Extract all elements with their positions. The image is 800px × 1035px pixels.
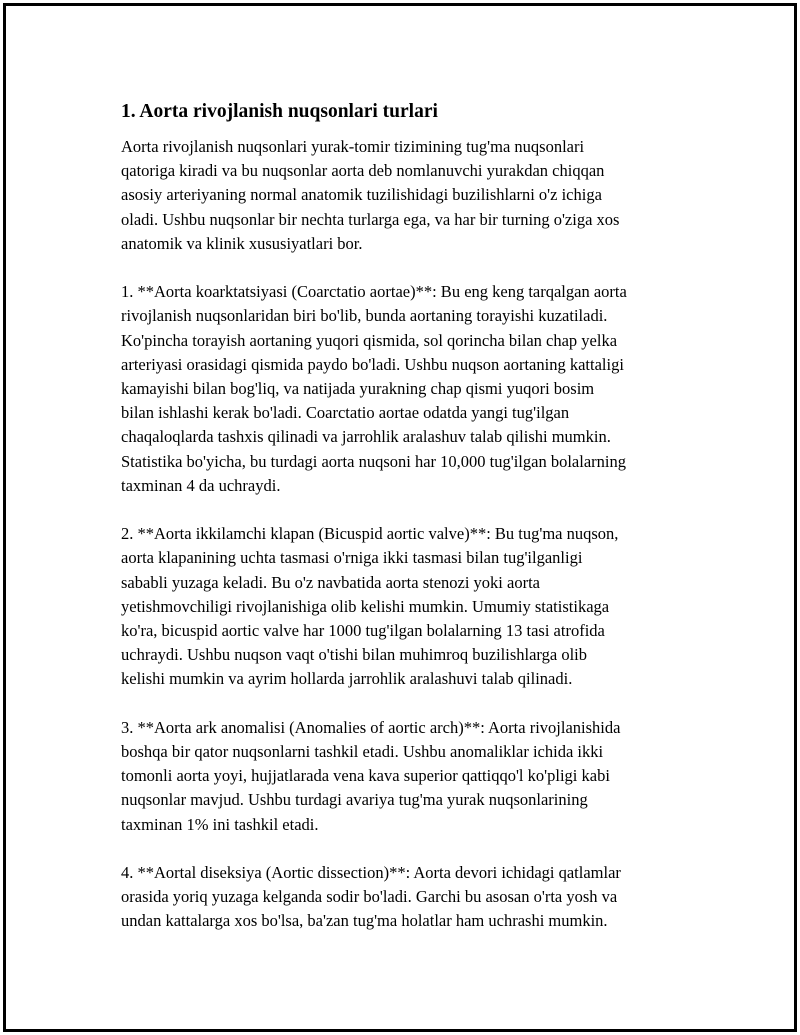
text-line: rivojlanish nuqsonlaridan biri bo'lib, bunda aortaning torayishi kuzatiladi. <box>121 306 608 326</box>
text-line: 1. **Aorta koarktatsiyasi (Coarctatio aortae)**: Bu eng keng tarqalgan aorta <box>121 282 627 302</box>
text-line: undan kattalarga xos bo'lsa, ba'zan tug'ma holatlar ham uchrashi mumkin. <box>121 911 608 931</box>
text-line: chaqaloqlarda tashxis qilinadi va jarrohlik aralashuv talab qilishi mumkin. <box>121 427 611 447</box>
text-line: aorta klapanining uchta tasmasi o'rniga ikki tasmasi bilan tug'ilganligi <box>121 548 583 568</box>
text-line: bilan ishlashi kerak bo'ladi. Coarctatio aortae odatda yangi tug'ilgan <box>121 403 570 423</box>
page-frame <box>3 3 797 1032</box>
text-line: kelishi mumkin va ayrim hollarda jarrohlik aralashuvi talab qilinadi. <box>121 669 573 689</box>
text-line: kamayishi bilan bog'liq, va natijada yurakning chap qismi yuqori bosim <box>121 379 595 399</box>
text-line: Ko'pincha torayish aortaning yuqori qismida, sol qorincha bilan chap yelka <box>121 330 618 350</box>
text-line: oladi. Ushbu nuqsonlar bir nechta turlarga ega, va har bir turning o'ziga xos <box>121 209 620 229</box>
text-line: qatoriga kiradi va bu nuqsonlar aorta deb nomlanuvchi yurakdan chiqqan <box>121 161 605 181</box>
text-line: Aorta rivojlanish nuqsonlari yurak-tomir tizimining tug'ma nuqsonlari <box>121 137 585 156</box>
text-line: arteriyasi orasidagi qismida paydo bo'ladi. Ushbu nuqson aortaning kattaligi <box>121 354 624 374</box>
text-line: orasida yoriq yuzaga kelganda sodir bo'ladi. Garchi bu asosan o'rta yosh va <box>121 887 618 907</box>
text-line: taxminan 1% ini tashkil etadi. <box>121 814 319 834</box>
paragraph <box>121 716 693 837</box>
paragraph <box>121 280 693 498</box>
section-heading: 1. Aorta rivojlanish nuqsonlari turlari <box>121 101 438 122</box>
text-line: 4. **Aortal diseksiya (Aortic dissection)**: Aorta devori ichidagi qatlamlar <box>121 863 621 883</box>
text-line: tomonli aorta yoyi, hujjatlarada vena kava superior qattiqqo'l ko'pligi kabi <box>121 766 610 786</box>
paragraph-list <box>121 135 693 934</box>
paragraph <box>121 861 693 934</box>
text-line: yetishmovchiligi rivojlanishiga olib kelishi mumkin. Umumiy statistikaga <box>121 596 610 616</box>
text-line: taxminan 4 da uchraydi. <box>121 475 281 495</box>
paragraph <box>121 522 693 691</box>
paragraph <box>121 135 693 256</box>
text-line: anatomik va klinik xususiyatlari bor. <box>121 233 363 253</box>
text-line: 3. **Aorta ark anomalisi (Anomalies of aortic arch)**: Aorta rivojlanishida <box>121 717 621 737</box>
text-line: sababli yuzaga keladi. Bu o'z navbatida aorta stenozi yoki aorta <box>121 572 540 592</box>
text-line: nuqsonlar mavjud. Ushbu turdagi avariya tug'ma yurak nuqsonlarining <box>121 790 588 810</box>
text-line: uchraydi. Ushbu nuqson vaqt o'tishi bilan muhimroq buzilishlarga olib <box>121 645 587 665</box>
text-line: boshqa bir qator nuqsonlarni tashkil etadi. Ushbu anomaliklar ichida ikki <box>121 742 604 762</box>
text-line: asosiy arteriyaning normal anatomik tuzilishidagi buzilishlarni o'z ichiga <box>121 185 602 205</box>
text-line: ko'ra, bicuspid aortic valve har 1000 tug'ilgan bolalarning 13 tasi atrofida <box>121 621 605 641</box>
text-line: Statistika bo'yicha, bu turdagi aorta nuqsoni har 10,000 tug'ilgan bolalarning <box>121 451 626 471</box>
document-body <box>121 98 693 958</box>
text-line: 2. **Aorta ikkilamchi klapan (Bicuspid aortic valve)**: Bu tug'ma nuqson, <box>121 524 619 544</box>
